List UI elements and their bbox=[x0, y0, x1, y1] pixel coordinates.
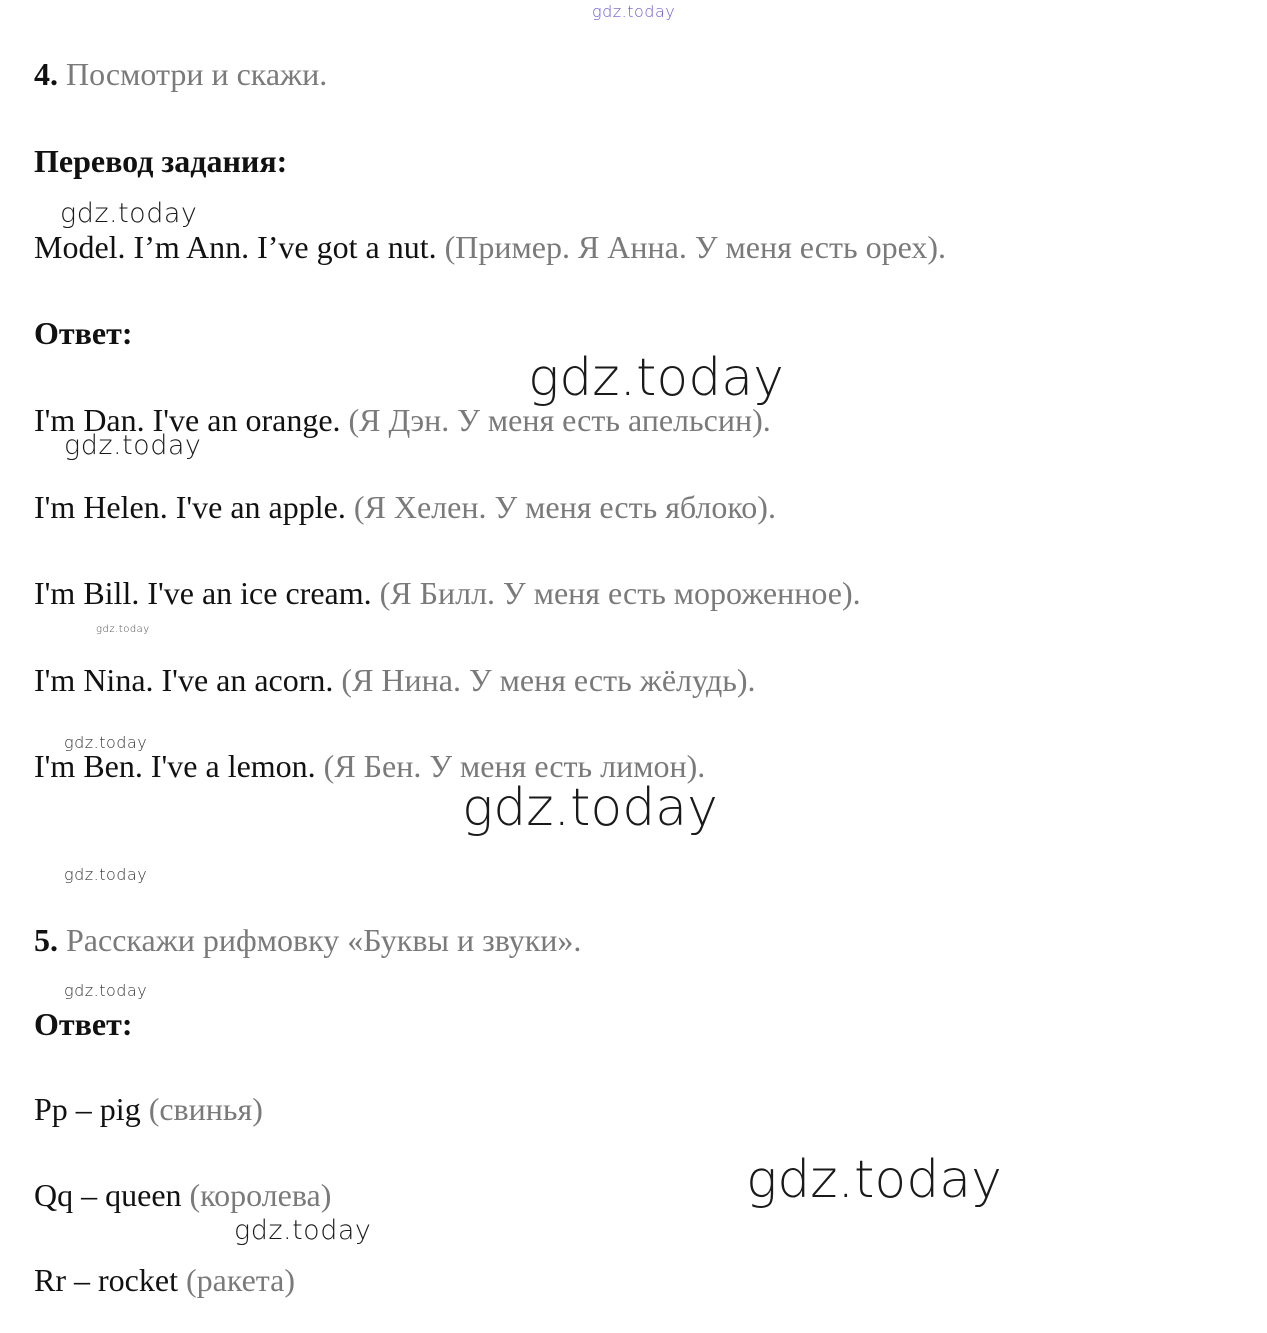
watermark: gdz.today bbox=[64, 430, 202, 461]
task4-model-en: Model. I’m Ann. I’ve got a nut. bbox=[34, 229, 437, 265]
answer-ru: (Я Дэн. У меня есть апельсин). bbox=[348, 402, 771, 438]
answer-ru: (Я Бен. У меня есть лимон). bbox=[323, 748, 706, 784]
task5-answer-line bbox=[34, 1175, 331, 1215]
task4-model-ru: (Пример. Я Анна. У меня есть орех). bbox=[444, 229, 947, 265]
watermark: gdz.today bbox=[234, 1215, 372, 1246]
answer-ru: (Я Нина. У меня есть жёлудь). bbox=[341, 662, 756, 698]
task4-answer-line bbox=[34, 573, 861, 613]
answer-en: I'm Bill. I've an ice cream. bbox=[34, 575, 372, 611]
task4-answer-heading: Ответ: bbox=[34, 315, 133, 351]
answer-en: I'm Ben. I've a lemon. bbox=[34, 748, 316, 784]
watermark: gdz.today bbox=[60, 198, 198, 229]
task4-answer-line bbox=[34, 400, 771, 440]
task4-translation-heading: Перевод задания: bbox=[34, 143, 288, 179]
task4-answer-line bbox=[34, 487, 776, 527]
answer-ru: (ракета) bbox=[185, 1262, 295, 1298]
watermark: gdz.today bbox=[528, 348, 784, 408]
watermark: gdz.today bbox=[462, 778, 718, 838]
answer-ru: (Я Билл. У меня есть мороженное). bbox=[379, 575, 861, 611]
task5-answer-line bbox=[34, 1089, 263, 1129]
answer-en: I'm Nina. I've an acorn. bbox=[34, 662, 334, 698]
task4-model bbox=[34, 227, 946, 267]
answer-ru: (королева) bbox=[189, 1177, 332, 1213]
answer-en: Qq – queen bbox=[34, 1177, 182, 1213]
task5-answer-line bbox=[34, 1260, 295, 1300]
answer-en: I'm Dan. I've an orange. bbox=[34, 402, 341, 438]
answer-ru: (свинья) bbox=[148, 1091, 263, 1127]
task4-number: 4. bbox=[34, 56, 58, 92]
task5-number: 5. bbox=[34, 922, 58, 958]
watermark: gdz.today bbox=[96, 624, 150, 635]
task5-heading bbox=[34, 920, 581, 960]
task5-title: Расскажи рифмовку «Буквы и звуки». bbox=[66, 922, 582, 958]
watermark: gdz.today bbox=[64, 981, 148, 1000]
task4-title: Посмотри и скажи. bbox=[66, 56, 328, 92]
task4-heading bbox=[34, 54, 327, 94]
task4-answer-line bbox=[34, 746, 705, 786]
answer-ru: (Я Хелен. У меня есть яблоко). bbox=[353, 489, 776, 525]
watermark-top: gdz.today bbox=[592, 2, 676, 21]
answer-en: I'm Helen. I've an apple. bbox=[34, 489, 346, 525]
watermark: gdz.today bbox=[64, 733, 148, 752]
watermark: gdz.today bbox=[746, 1150, 1002, 1210]
watermark: gdz.today bbox=[64, 865, 148, 884]
task5-answer-heading: Ответ: bbox=[34, 1006, 133, 1042]
answer-en: Rr – rocket bbox=[34, 1262, 178, 1298]
task4-answer-line bbox=[34, 660, 756, 700]
answer-en: Pp – pig bbox=[34, 1091, 141, 1127]
